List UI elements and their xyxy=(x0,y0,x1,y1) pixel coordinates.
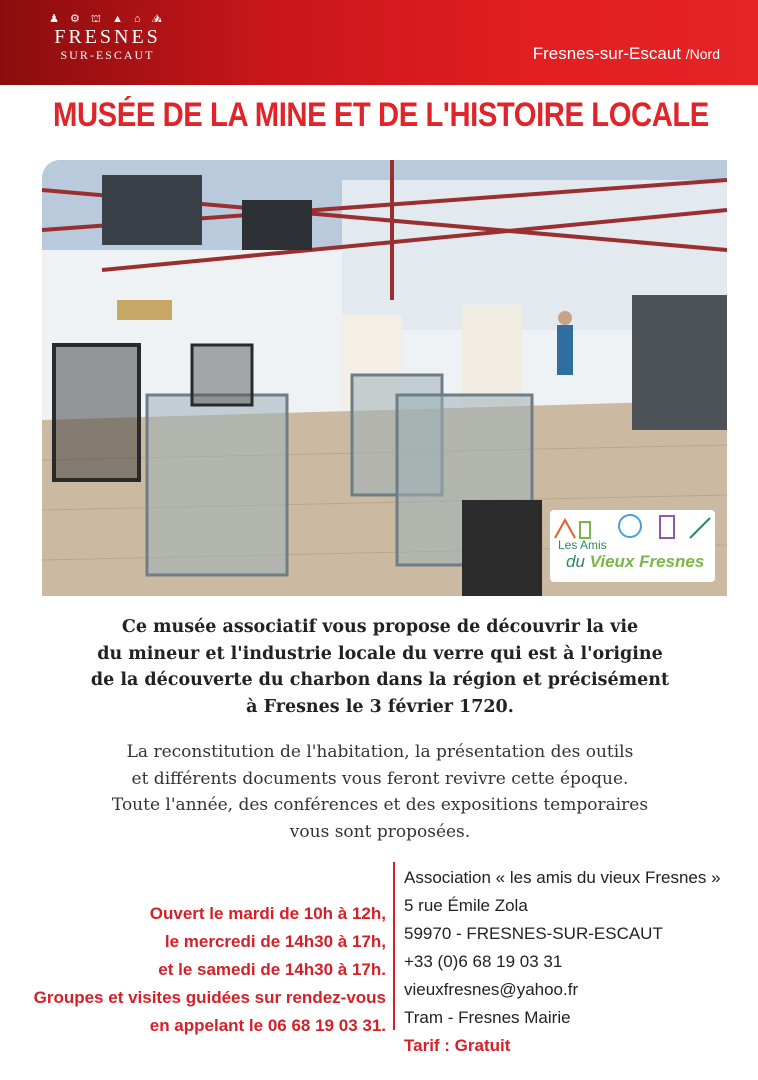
city-address: 59970 - FRESNES-SUR-ESCAUT xyxy=(404,924,663,943)
hours-line: Ouvert le mardi de 10h à 12h, xyxy=(149,904,386,923)
location-region: /Nord xyxy=(685,46,720,62)
phone-number[interactable]: +33 (0)6 68 19 03 31 xyxy=(404,952,563,971)
contact-block xyxy=(404,864,721,1060)
logo-icons: ♟ ⚙ ⛫ ▲ ⌂ ⛰ xyxy=(49,13,166,25)
email-address[interactable]: vieuxfresnes@yahoo.fr xyxy=(404,980,579,999)
location xyxy=(533,44,720,64)
street-address: 5 rue Émile Zola xyxy=(404,896,528,915)
body-line: Toute l'année, des conférences et des expositions temporaires xyxy=(111,795,649,815)
association-badge xyxy=(550,510,715,582)
body-line: et différents documents vous feront revivre cette époque. xyxy=(131,768,629,789)
opening-hours xyxy=(34,900,386,1040)
logo-sub-text: SUR-ESCAUT xyxy=(60,48,155,62)
town-logo xyxy=(30,12,185,62)
body-line: La reconstitution de l'habitation, la présentation des outils xyxy=(126,742,634,762)
museum-photo xyxy=(42,160,727,596)
body-line: vous sont proposées. xyxy=(289,821,471,842)
hours-line: et le samedi de 14h30 à 17h. xyxy=(158,960,386,979)
transport-info: Tram - Fresnes Mairie xyxy=(404,1008,571,1027)
intro-line: du mineur et l'industrie locale du verre qui est à l'origine xyxy=(97,643,663,664)
body-paragraph xyxy=(50,739,710,845)
page-title: MUSÉE DE LA MINE ET DE L'HISTOIRE LOCALE xyxy=(53,96,709,134)
hours-line: en appelant le 06 68 19 03 31. xyxy=(149,1016,386,1035)
intro-line: à Fresnes le 3 février 1720. xyxy=(246,696,514,717)
badge-line-1: Les Amis xyxy=(558,538,607,552)
badge-name: Vieux Fresnes xyxy=(589,552,705,571)
intro-line: Ce musée associatif vous propose de découvrir la vie xyxy=(121,617,639,637)
association-name: Association « les amis du vieux Fresnes » xyxy=(404,868,721,887)
location-town: Fresnes-sur-Escaut xyxy=(532,44,682,63)
hours-line: le mercredi de 14h30 à 17h, xyxy=(164,932,386,951)
hours-line: Groupes et visites guidées sur rendez-vous xyxy=(33,988,386,1007)
badge-du: du xyxy=(566,552,585,571)
logo-main-text: FRESNES xyxy=(54,26,161,48)
divider xyxy=(393,862,395,1030)
price-info: Tarif : Gratuit xyxy=(404,1036,511,1055)
badge-line-2 xyxy=(566,552,704,572)
association-logo-drawing xyxy=(550,510,715,540)
header-banner xyxy=(0,0,758,85)
intro-line: de la découverte du charbon dans la région et précisément xyxy=(90,670,670,690)
intro-paragraph xyxy=(60,614,700,720)
